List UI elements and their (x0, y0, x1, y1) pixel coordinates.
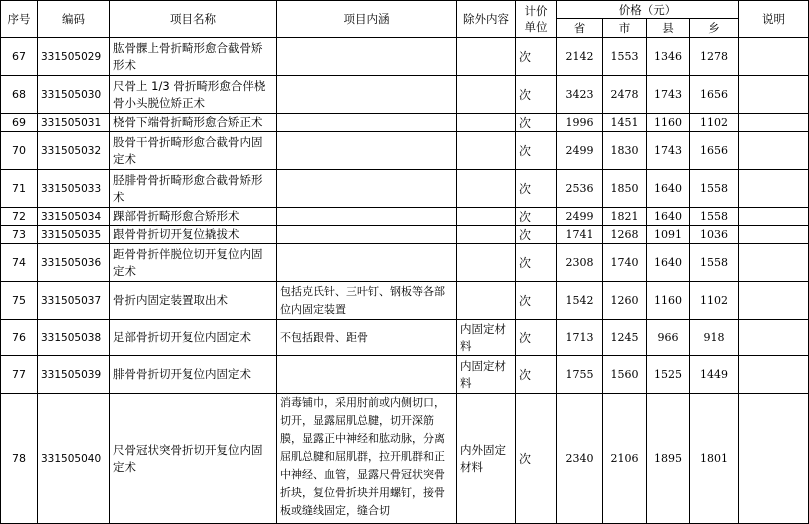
table-row (1, 38, 809, 76)
row-unit: 次 (516, 320, 557, 356)
row-price-county: 966 (647, 320, 690, 356)
row-code: 331505036 (38, 244, 110, 282)
row-price-province: 1741 (557, 226, 603, 244)
row-price-county: 1640 (647, 208, 690, 226)
header-city: 市 (603, 19, 647, 38)
row-price-city: 1260 (603, 282, 647, 320)
row-content (277, 38, 457, 76)
row-price-county: 1743 (647, 76, 690, 114)
row-content (277, 244, 457, 282)
row-seq: 73 (1, 226, 38, 244)
row-unit: 次 (516, 114, 557, 132)
row-price-town: 918 (690, 320, 739, 356)
row-code: 331505038 (38, 320, 110, 356)
row-price-province: 1542 (557, 282, 603, 320)
row-exclude (457, 114, 516, 132)
header-town: 乡 (690, 19, 739, 38)
row-exclude (457, 76, 516, 114)
row-name: 距骨骨折伴脱位切开复位内固定术 (110, 244, 277, 282)
table-body (1, 38, 809, 524)
row-price-province: 3423 (557, 76, 603, 114)
row-note (739, 244, 809, 282)
row-price-county: 1525 (647, 356, 690, 394)
row-content (277, 170, 457, 208)
row-unit: 次 (516, 282, 557, 320)
row-exclude (457, 132, 516, 170)
row-exclude (457, 282, 516, 320)
row-name: 踝部骨折畸形愈合矫形术 (110, 208, 277, 226)
row-content: 不包括跟骨、距骨 (277, 320, 457, 356)
row-price-province: 2499 (557, 208, 603, 226)
row-price-town: 1558 (690, 170, 739, 208)
header-name: 项目名称 (110, 1, 277, 38)
row-unit: 次 (516, 244, 557, 282)
row-content (277, 132, 457, 170)
row-exclude (457, 170, 516, 208)
row-price-county: 1160 (647, 282, 690, 320)
table-row (1, 132, 809, 170)
row-note (739, 38, 809, 76)
row-note (739, 114, 809, 132)
row-content (277, 76, 457, 114)
row-price-town: 1102 (690, 114, 739, 132)
row-price-city: 2478 (603, 76, 647, 114)
row-name: 跟骨骨折切开复位撬拔术 (110, 226, 277, 244)
row-name: 肱骨髁上骨折畸形愈合截骨矫形术 (110, 38, 277, 76)
row-price-city: 1821 (603, 208, 647, 226)
row-unit: 次 (516, 356, 557, 394)
row-code: 331505032 (38, 132, 110, 170)
row-price-county: 1160 (647, 114, 690, 132)
row-name: 尺骨上 1/3 骨折畸形愈合伴桡骨小头脱位矫正术 (110, 76, 277, 114)
row-code: 331505037 (38, 282, 110, 320)
row-code: 331505039 (38, 356, 110, 394)
row-name: 桡骨下端骨折畸形愈合矫正术 (110, 114, 277, 132)
table-row (1, 244, 809, 282)
row-price-county: 1640 (647, 170, 690, 208)
row-price-city: 1560 (603, 356, 647, 394)
row-seq: 68 (1, 76, 38, 114)
row-price-town: 1558 (690, 208, 739, 226)
row-price-province: 1713 (557, 320, 603, 356)
row-price-city: 1245 (603, 320, 647, 356)
row-price-town: 1656 (690, 76, 739, 114)
row-unit: 次 (516, 38, 557, 76)
row-name: 尺骨冠状突骨折切开复位内固定术 (110, 394, 277, 524)
row-seq: 76 (1, 320, 38, 356)
header-county: 县 (647, 19, 690, 38)
header-unit: 计价单位 (516, 1, 557, 38)
row-price-county: 1640 (647, 244, 690, 282)
row-exclude (457, 208, 516, 226)
row-price-town: 1036 (690, 226, 739, 244)
header-content: 项目内涵 (277, 1, 457, 38)
row-code: 331505034 (38, 208, 110, 226)
table-row (1, 208, 809, 226)
row-code: 331505040 (38, 394, 110, 524)
row-price-town: 1449 (690, 356, 739, 394)
row-price-province: 2536 (557, 170, 603, 208)
table-row (1, 394, 809, 524)
row-name: 足部骨折切开复位内固定术 (110, 320, 277, 356)
row-code: 331505029 (38, 38, 110, 76)
row-note (739, 226, 809, 244)
row-price-city: 1451 (603, 114, 647, 132)
row-content (277, 226, 457, 244)
table-row (1, 356, 809, 394)
row-price-city: 1830 (603, 132, 647, 170)
row-note (739, 356, 809, 394)
row-note (739, 320, 809, 356)
row-price-city: 1268 (603, 226, 647, 244)
row-price-county: 1091 (647, 226, 690, 244)
table-row (1, 114, 809, 132)
row-exclude: 内外固定材料 (457, 394, 516, 524)
row-seq: 77 (1, 356, 38, 394)
table-row (1, 226, 809, 244)
table-row (1, 320, 809, 356)
row-unit: 次 (516, 226, 557, 244)
row-seq: 75 (1, 282, 38, 320)
row-code: 331505031 (38, 114, 110, 132)
row-seq: 71 (1, 170, 38, 208)
row-content (277, 114, 457, 132)
header-code: 编码 (38, 1, 110, 38)
row-content (277, 208, 457, 226)
row-unit: 次 (516, 170, 557, 208)
row-content (277, 356, 457, 394)
header-exclude: 除外内容 (457, 1, 516, 38)
row-price-town: 1102 (690, 282, 739, 320)
row-seq: 78 (1, 394, 38, 524)
row-unit: 次 (516, 208, 557, 226)
row-price-town: 1656 (690, 132, 739, 170)
row-price-town: 1278 (690, 38, 739, 76)
row-price-province: 2142 (557, 38, 603, 76)
row-seq: 67 (1, 38, 38, 76)
row-seq: 74 (1, 244, 38, 282)
row-unit: 次 (516, 394, 557, 524)
row-name: 骨折内固定装置取出术 (110, 282, 277, 320)
table-row (1, 76, 809, 114)
row-price-city: 1740 (603, 244, 647, 282)
table-row (1, 170, 809, 208)
row-unit: 次 (516, 132, 557, 170)
row-price-province: 2340 (557, 394, 603, 524)
header-province: 省 (557, 19, 603, 38)
row-exclude: 内固定材料 (457, 356, 516, 394)
row-name: 股骨干骨折畸形愈合截骨内固定术 (110, 132, 277, 170)
row-code: 331505030 (38, 76, 110, 114)
row-exclude (457, 226, 516, 244)
row-note (739, 132, 809, 170)
row-seq: 70 (1, 132, 38, 170)
row-note (739, 282, 809, 320)
row-name: 胫腓骨骨折畸形愈合截骨矫形术 (110, 170, 277, 208)
table-row (1, 282, 809, 320)
row-content: 消毒铺巾，采用肘前或内侧切口，切开，显露屈肌总腱，切开深筋膜，显露正中神经和肱动脉，分离屈肌总腱和屈肌群，拉开肌群和正中神经、血管，显露尺骨冠状突骨折块，复位骨折块并用螺钉，接骨板或缝线固定，缝合切 (277, 394, 457, 524)
row-unit: 次 (516, 76, 557, 114)
row-note (739, 394, 809, 524)
row-price-city: 2106 (603, 394, 647, 524)
row-price-province: 2308 (557, 244, 603, 282)
row-price-county: 1346 (647, 38, 690, 76)
row-code: 331505035 (38, 226, 110, 244)
header-price: 价格（元） (557, 1, 739, 19)
header-note: 说明 (739, 1, 809, 38)
row-note (739, 208, 809, 226)
row-price-town: 1558 (690, 244, 739, 282)
row-content: 包括克氏针、三叶钉、钢板等各部位内固定装置 (277, 282, 457, 320)
row-name: 腓骨骨折切开复位内固定术 (110, 356, 277, 394)
row-exclude (457, 38, 516, 76)
row-price-city: 1553 (603, 38, 647, 76)
row-code: 331505033 (38, 170, 110, 208)
row-price-city: 1850 (603, 170, 647, 208)
row-note (739, 76, 809, 114)
row-exclude (457, 244, 516, 282)
row-price-province: 2499 (557, 132, 603, 170)
row-price-province: 1996 (557, 114, 603, 132)
row-seq: 72 (1, 208, 38, 226)
header-seq: 序号 (1, 1, 38, 38)
row-price-county: 1743 (647, 132, 690, 170)
row-price-county: 1895 (647, 394, 690, 524)
row-exclude: 内固定材料 (457, 320, 516, 356)
row-price-province: 1755 (557, 356, 603, 394)
row-price-town: 1801 (690, 394, 739, 524)
row-seq: 69 (1, 114, 38, 132)
row-note (739, 170, 809, 208)
